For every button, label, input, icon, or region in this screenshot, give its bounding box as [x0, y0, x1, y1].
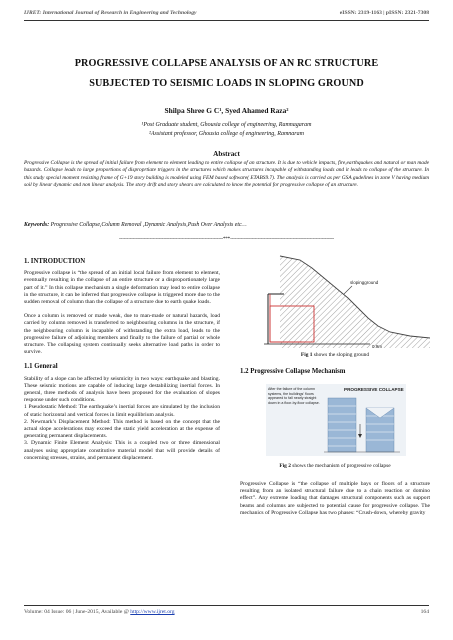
abstract-text: Progressive Collapse is the spread of initial failure from element to element leading to entire collapse of an structure. It is due to vehicle impacts, fire,earthquakes and natural or man made hazards. Collapse leads to large proportions of disproprtiate triggers in the structures which makes structures incapable of withstanding loads and it leads to collapse of the structure. In this study special moment resisting frame of G+19 story building is modeled using FEM based software( ETABS9.7). The analysis is carried as per GSA gudelines in zone V having medium soil by linear dynamic and non linear analysis. The story drift and story shears are calculated to know the potential for progressive collapse of an structure. [24, 160, 429, 189]
dimension-label: 0.9m [372, 344, 383, 348]
volume-text: Volume: 04 Issue: 06 | June-2015, Available @ [24, 609, 131, 615]
keywords-label: Keywords: [24, 222, 50, 228]
fig2-caption-bold: Fig 2 [279, 463, 291, 469]
fig1-caption-text: shows the sloping ground [312, 352, 370, 358]
keywords [24, 222, 429, 228]
abstract-heading: Abstract [213, 150, 240, 158]
method-2: 2. Newmark’s Displacement Method: This method is based on the concept that the actual slope accelerations may exceed the static yield acceleration at the expense of generating permanent displacements. [24, 418, 220, 440]
affiliation-1: ¹Post Graduate student, Ghousia college of engineering, Ramnagaram [141, 122, 312, 128]
issn: eISSN: 2319-1163 | pISSN: 2321-7308 [339, 10, 429, 16]
fig2-note: After the failure of the column systems, the buildings’ floors appeared to fall nearly straight down in a floor-by-floor collapse. [268, 387, 320, 405]
footer-rule [24, 605, 429, 606]
method-1: 1 Pseudostatic Method: The earthquake’s inertial forces are simulated by the inclusion of static horizontal and vertical forces in limit equilibrium analysis. [24, 404, 220, 418]
mechanism-paragraph: Progressive Collapse is “the collapse of multiple bays or floors of a structure resulting from an isolated structural failure due to a chain reaction or domino effect”. Any extreme loading that damages structural components such as support beams and columns are subjected to potential cause for progressive collapse. The mechanics of Progressive Collapse has two phases: “Crush-down, whereby gravity [240, 481, 430, 516]
header-rule [24, 20, 429, 21]
fig2-caption [240, 463, 430, 469]
affiliation-2: ²Assistant professor, Ghousia college of engineering, Ramnaram [149, 131, 304, 137]
fig1-caption [240, 352, 430, 358]
fig2-caption-text: shows the mechanism of progressive collapse [290, 463, 391, 469]
paper-title-line1: PROGRESSIVE COLLAPSE ANALYSIS OF AN RC STRUCTURE [74, 58, 379, 69]
intro-heading: 1. INTRODUCTION [24, 258, 86, 265]
intro-paragraph-2: Once a column is removed or made weak, due to man-made or natural hazards, load carried by column removed is transferred to neighbouring columns in the structure, if the neighbouring column is incapable of withstanding the extra load, leads to the progressive failure of adjoining members and finally to the failure of partial or whole structure. The collapsing system continually seeks alternative load paths in order to survive. [24, 313, 220, 356]
page-number: 164 [420, 609, 429, 615]
right-column-text [240, 481, 430, 524]
section-separator: --------------------------------------------------------------------***-------------------------------------------------------------------- [119, 236, 334, 242]
sloping-ground-figure [240, 254, 430, 348]
progressive-collapse-figure [266, 384, 406, 456]
mechanism-heading: 1.2 Progressive Collapse Mechanism [240, 368, 346, 375]
intro-paragraph-1: Progressive collapse is “the spread of an initial local failure from element to element, eventually resulting in the collapse of an entire structure or a disproportionately large part of it.” In this collapse mechanism a single deformation may lead to entire collapse in the structure, it can be inferred that progressive collapse is triggered more due to the sudden removal of column than the collapse of a structure due to earth quake loads. [24, 270, 220, 306]
authors: Shilpa Shree G C¹, Syed Ahamed Raza² [164, 106, 289, 115]
paper-title-line2: SUBJECTED TO SEISMIC LOADS IN SLOPING GROUND [89, 78, 364, 89]
fig2-title: PROGRESSIVE COLLAPSE [344, 387, 404, 392]
general-paragraph: Stability of a slope can be affected by seismicity in two ways: earthquake and blasting. These seismic motions are capable of inducing large destabilizing inertial forces. In general, three methods of analysis have been proposed for the evaluation of slopes response under such conditions. [24, 375, 220, 404]
method-3: 3. Dynamic Finite Element Analysis: This is a coupled two or three dimensional analyses using appropriate constitutive material model that will provide details of concerning stresses, strains, and permanent displacement. [24, 440, 220, 461]
left-column [24, 258, 220, 462]
slope-label: slopingground [350, 280, 379, 285]
footer-volume [24, 609, 175, 615]
general-heading: 1.1 General [24, 363, 58, 371]
journal-link[interactable]: http://www.ijret.org [130, 609, 175, 615]
journal-name: IJRET: International Journal of Research in Engineering and Technology [24, 10, 197, 16]
keywords-text: Progressive Collapse,Column Removal ,Dynamic Analysis,Push Over Analysis etc… [49, 222, 247, 228]
fig1-caption-bold: Fig 1 [300, 352, 313, 358]
